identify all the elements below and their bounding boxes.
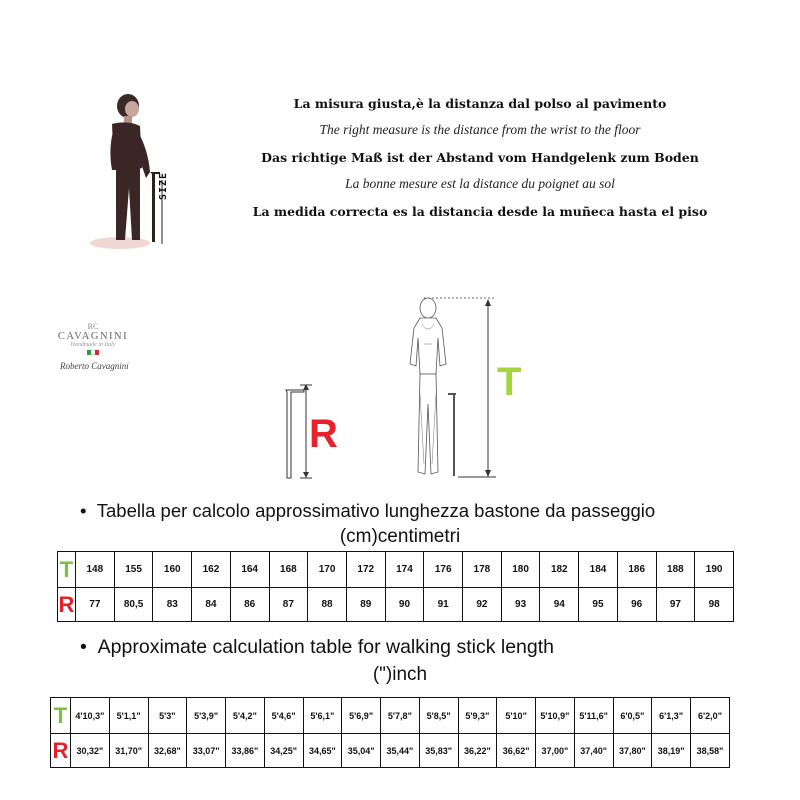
table-cell: 176 — [424, 552, 463, 588]
bullet-icon: • — [80, 500, 97, 521]
italian-flag-icon — [87, 350, 99, 355]
table-cell: 32,68" — [148, 734, 187, 768]
instruction-spanish: La medida correcta es la distancia desde la muñeca hasta el piso — [252, 204, 708, 219]
table-cell: 97 — [656, 588, 695, 622]
t-label-large: T — [497, 360, 522, 404]
table-cell: 92 — [463, 588, 502, 622]
instruction-german: Das richtige Maß ist der Abstand vom Handgelenk zum Boden — [261, 150, 699, 165]
table-cell: 6'1,3" — [652, 698, 691, 734]
table-cell: 33,07" — [187, 734, 226, 768]
inch-row-label-t: T — [51, 698, 71, 734]
table-cell: 37,00" — [536, 734, 575, 768]
table-cell: 37,80" — [613, 734, 652, 768]
table-cell: 34,65" — [303, 734, 342, 768]
table-cell: 38,58" — [691, 734, 730, 768]
table-cell: 96 — [617, 588, 656, 622]
table-cell: 30,32" — [71, 734, 110, 768]
table-cell: 5'6,9" — [342, 698, 381, 734]
table-cell: 5'8,5" — [419, 698, 458, 734]
cm-table-row-t — [58, 552, 734, 588]
cm-table-row-r — [58, 588, 734, 622]
table-cell: 170 — [308, 552, 347, 588]
inch-heading-text: Approximate calculation table for walking stick length — [97, 636, 554, 658]
cm-row-label-r: R — [58, 588, 76, 622]
standing-man-diagram — [398, 294, 508, 484]
table-cell: 168 — [269, 552, 308, 588]
table-cell: 5'6,1" — [303, 698, 342, 734]
inch-table-row-t — [51, 698, 730, 734]
table-cell: 98 — [695, 588, 734, 622]
table-cell: 5'3,9" — [187, 698, 226, 734]
table-cell: 89 — [346, 588, 385, 622]
logo-tagline: Handmade in Italy — [70, 342, 116, 348]
table-cell: 5'4,2" — [226, 698, 265, 734]
table-cell: 5'11,6" — [574, 698, 613, 734]
cm-unit-label: (cm)centimetri — [339, 526, 461, 547]
table-cell: 180 — [501, 552, 540, 588]
table-cell: 5'4,6" — [264, 698, 303, 734]
inch-table-row-r — [51, 734, 730, 768]
table-cell: 186 — [617, 552, 656, 588]
table-cell: 37,40" — [574, 734, 613, 768]
table-cell: 160 — [153, 552, 192, 588]
logo-signature: Roberto Cavagnini — [60, 361, 129, 371]
table-cell: 5'7,8" — [381, 698, 420, 734]
table-cell: 5'1,1" — [109, 698, 148, 734]
inch-table-heading — [80, 636, 554, 659]
table-cell: 34,25" — [264, 734, 303, 768]
table-cell: 84 — [192, 588, 231, 622]
inch-row-label-r: R — [51, 734, 71, 768]
table-cell: 33,86" — [226, 734, 265, 768]
size-label: SIZE — [158, 171, 169, 200]
table-cell: 184 — [579, 552, 618, 588]
table-cell: 86 — [230, 588, 269, 622]
table-cell: 190 — [695, 552, 734, 588]
bullet-icon: • — [80, 636, 98, 658]
table-cell: 77 — [76, 588, 115, 622]
cm-row-label-t: T — [58, 552, 76, 588]
table-cell: 148 — [76, 552, 115, 588]
table-cell: 87 — [269, 588, 308, 622]
table-cell: 38,19" — [652, 734, 691, 768]
table-cell: 174 — [385, 552, 424, 588]
table-cell: 94 — [540, 588, 579, 622]
table-cell: 162 — [192, 552, 231, 588]
table-cell: 5'10,9" — [536, 698, 575, 734]
inch-table — [50, 697, 730, 768]
table-cell: 36,62" — [497, 734, 536, 768]
table-cell: 182 — [540, 552, 579, 588]
logo-monogram: RC — [87, 322, 99, 331]
table-cell: 83 — [153, 588, 192, 622]
instruction-italian: La misura giusta,è la distanza dal polso al pavimento — [293, 96, 667, 111]
table-cell: 5'3" — [148, 698, 187, 734]
table-cell: 4'10,3" — [71, 698, 110, 734]
cm-heading-text: Tabella per calcolo approssimativo lunghezza bastone da passeggio — [96, 500, 656, 521]
man-with-cane-illustration — [78, 88, 208, 258]
brand-logo — [48, 322, 138, 371]
logo-brand-name: CAVAGNINI — [57, 331, 129, 342]
table-cell: 35,83" — [419, 734, 458, 768]
table-cell: 172 — [346, 552, 385, 588]
table-cell: 155 — [114, 552, 153, 588]
cm-table-heading — [80, 500, 655, 522]
table-cell: 95 — [579, 588, 618, 622]
table-cell: 90 — [385, 588, 424, 622]
table-cell: 178 — [463, 552, 502, 588]
instruction-english: The right measure is the distance from the wrist to the floor — [319, 122, 641, 137]
table-cell: 6'0,5" — [613, 698, 652, 734]
table-cell: 91 — [424, 588, 463, 622]
table-cell: 31,70" — [109, 734, 148, 768]
table-cell: 35,04" — [342, 734, 381, 768]
table-cell: 80,5 — [114, 588, 153, 622]
instruction-french: La bonne mesure est la distance du poignet au sol — [345, 176, 615, 191]
table-cell: 5'9,3" — [458, 698, 497, 734]
table-cell: 36,22" — [458, 734, 497, 768]
table-cell: 6'2,0" — [691, 698, 730, 734]
table-cell: 164 — [230, 552, 269, 588]
table-cell: 5'10" — [497, 698, 536, 734]
table-cell: 93 — [501, 588, 540, 622]
table-cell: 35,44" — [381, 734, 420, 768]
r-label-large: R — [309, 412, 338, 456]
inch-unit-label: (")inch — [372, 664, 428, 685]
table-cell: 88 — [308, 588, 347, 622]
cm-table — [57, 551, 734, 622]
table-cell: 188 — [656, 552, 695, 588]
